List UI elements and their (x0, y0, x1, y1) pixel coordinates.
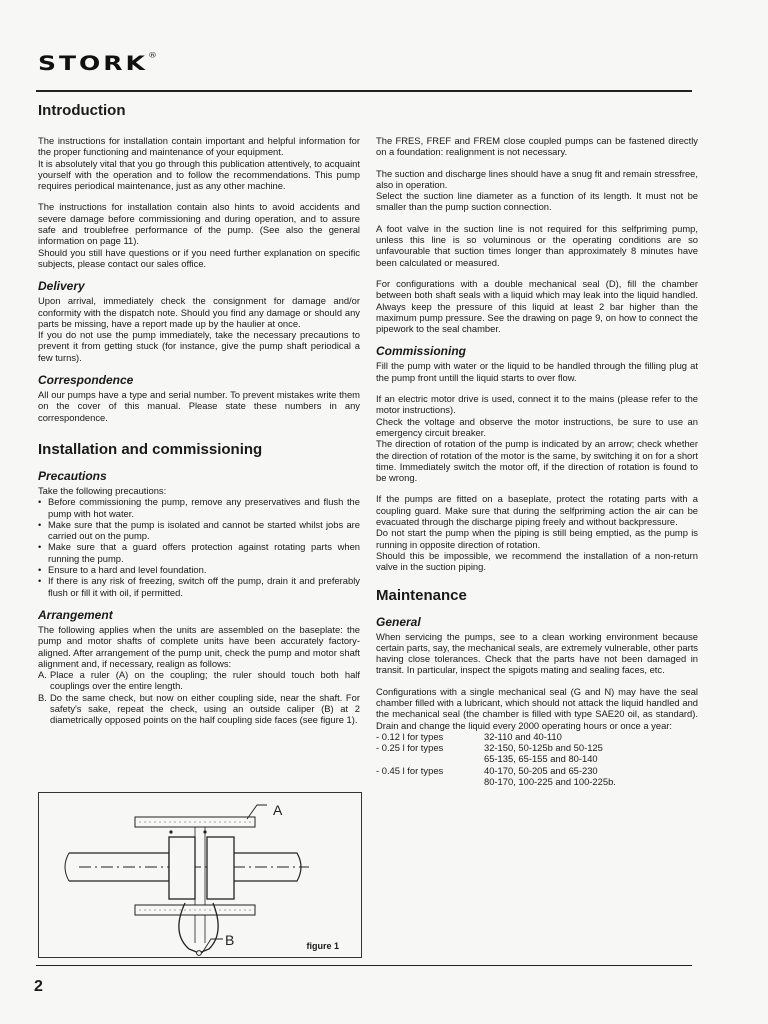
close-coupled-paragraph: The FRES, FREF and FREM close coupled pumps can be fastened directly on a foundation: realignment is not necessary. (376, 135, 698, 158)
general-paragraph-2: Configurations with a single mechanical seal (G and N) may have the seal chamber filled with a lubricant, which should not attack the liquid handled and the mechanical seal (the chamber is filled with type SAE20 oil, as standard). Drain and change the liquid every 2000 operating hours or once a year: (376, 685, 698, 731)
commissioning-paragraph-4: The direction of rotation of the pump is indicated by an arrow; check whether the direction of rotation of the motor is the same, by switching it on for a short time. Immediately switch the motor off, if the direction of rotation is found to be wrong. (376, 438, 698, 484)
foot-valve-paragraph: A foot valve in the suction line is not required for this selfpriming pump, unless this line is so voluminous or the operating conditions are so unfavourable that suction times longer than approximately 8 minutes have been calculated or measured. (376, 222, 698, 268)
registered-mark: ® (147, 52, 157, 60)
general-heading: General (376, 614, 421, 629)
coupling-alignment-drawing (39, 793, 361, 957)
commissioning-paragraph-1: Fill the pump with water or the liquid to be handled through the filling plug at the pump front untill the liquid starts to over flow. (376, 360, 698, 383)
introduction-heading: Introduction (38, 102, 126, 119)
maintenance-heading: Maintenance (376, 586, 467, 604)
amount-type (376, 753, 484, 764)
header-rule (36, 90, 692, 92)
commissioning-paragraph-2: If an electric motor drive is used, connect it to the mains (please refer to the motor instructions). (376, 393, 698, 416)
amount-values: 32-110 and 40-110 (484, 730, 562, 742)
amount-type: - 0.25 l for types (376, 742, 444, 754)
intro-paragraph-3: The instructions for installation contain also hints to avoid accidents and severe damage before commissioning and during operation, and to assure safe and troublefree performance of the pump. (See also the general information on page 11). (38, 201, 360, 247)
commissioning-paragraph-7: Should this be impossible, we recommend the installation of a non-return valve in the suction piping. (376, 549, 698, 573)
amount-values: 32-150, 50-125b and 50-125 (484, 742, 603, 754)
intro-paragraph-4: Should you still have questions or if you need further explanation on specific subjects, please contact our sales office. (38, 246, 360, 269)
commissioning-paragraph-6: Do not start the pump when the piping is still being emptied, as the pump is running in opposite direction of rotation. (376, 527, 698, 550)
intro-paragraph-2: It is absolutely vital that you go through this publication attentively, to acquaint yourself with the operation and to follow the recommendations. This pump requires periodical maintenance, just as any other machine. (38, 157, 360, 192)
delivery-heading: Delivery (38, 279, 85, 294)
stork-logo: STORK® (38, 52, 157, 75)
suction-diameter-paragraph: Select the suction line diameter as a function of its length. It must not be smaller than the pump suction connection. (376, 190, 698, 213)
amount-values: 65-135, 65-155 and 80-140 (484, 753, 598, 765)
lubricant-amounts-table (376, 731, 698, 787)
installation-heading: Installation and commissioning (38, 440, 263, 458)
figure-caption: figure 1 (306, 941, 339, 951)
step-marker-a: A. (38, 669, 47, 681)
commissioning-paragraph-3: Check the voltage and observe the motor instructions, be sure to use an emergency circuit breaker. (376, 415, 698, 438)
amount-values: 80-170, 100-225 and 100-225b. (484, 776, 616, 788)
general-paragraph-1: When servicing the pumps, see to a clean working environment because certain parts, say, the mechanical seals, are extremely vulnerable, other parts having close tolerances. Check that the parts have not been damaged in transit. In particular, inspect the spigots mating and sealing faces, etc. (376, 630, 698, 676)
delivery-paragraph-1: Upon arrival, immediately check the consignment for damage and/or conformity with the dispatch note. Should you find any damage or should any parts be missing, have a report made up by the haulier at once. (38, 295, 360, 329)
commissioning-paragraph-5: If the pumps are fitted on a baseplate, protect the rotating parts with a coupling guard. Make sure that during the selfpriming action the air can be evacuated through the discharge piping freely and without backpressure. (376, 493, 698, 528)
suction-discharge-paragraph: The suction and discharge lines should have a snug fit and remain stressfree, also in operation. (376, 167, 698, 190)
footer-rule (36, 965, 692, 966)
step-marker-b: B. (38, 691, 47, 703)
arrangement-steps (38, 669, 360, 725)
list-item: • If there is any risk of freezing, switch off the pump, drain it and preferably flush or fill it with oil, if permitted. (38, 575, 360, 598)
amount-type: - 0.45 l for types (376, 764, 444, 776)
list-item: • Before commissioning the pump, remove any preservatives and flush the pump with hot water. (38, 496, 360, 519)
precautions-heading: Precautions (38, 468, 107, 483)
figure-label-a: A (273, 802, 283, 818)
delivery-paragraph-2: If you do not use the pump immediately, take the necessary precautions to prevent it from getting stuck (for instance, give the pump shaft periodical a few turns). (38, 329, 360, 363)
amount-type: - 0.12 l for types (376, 730, 444, 742)
figure-1-coupling-alignment (38, 792, 362, 958)
list-item: • Make sure that the pump is isolated and cannot be started whilst jobs are carried out on the pump. (38, 519, 360, 542)
precautions-list (38, 496, 360, 598)
arrangement-heading: Arrangement (38, 607, 113, 622)
list-item: A. Place a ruler (A) on the coupling; the ruler should touch both half couplings over the entire length. (38, 669, 360, 692)
amount-type (376, 776, 484, 787)
correspondence-heading: Correspondence (38, 373, 134, 388)
right-column (376, 135, 698, 797)
amount-values: 40-170, 50-205 and 65-230 (484, 764, 598, 776)
correspondence-paragraph: All our pumps have a type and serial number. To prevent mistakes write them on the cover of this manual. Please state these numbers in any correspondence. (38, 389, 360, 423)
commissioning-heading: Commissioning (376, 344, 467, 359)
precautions-intro: Take the following precautions: (38, 484, 167, 496)
list-item: • Ensure to a hard and level foundation. (38, 564, 360, 575)
figure-label-b: B (225, 932, 235, 948)
list-item: • Make sure that a guard offers protection against rotating parts when running the pump. (38, 541, 360, 564)
double-seal-paragraph: For configurations with a double mechanical seal (D), fill the chamber between both shaft seals with a liquid which may leak into the liquid handled. Always keep the pressure of this liquid at least 2 bar higher than the maximum pump pressure. See the drawing on page 9, on how to connect the pipework to the seal chamber. (376, 277, 698, 335)
arrangement-paragraph: The following applies when the units are assembled on the baseplate: the pump and motor shafts of complete units have been accurately factory-aligned. After arrangement of the pump unit, check the pump and motor shaft alignment and, if necessary, realign as follows: (38, 623, 360, 669)
left-column (38, 102, 360, 736)
page-number: 2 (34, 978, 43, 995)
list-item: B. Do the same check, but now on either coupling side, near the shaft. For safety's sake, repeat the check, using an outside caliper (B) at 2 diametrically opposed points on the half coupling side faces (see figure 1). (38, 691, 360, 726)
intro-paragraph-1: The instructions for installation contain important and helpful information for the proper functioning and maintenance of your equipment. (38, 135, 360, 158)
